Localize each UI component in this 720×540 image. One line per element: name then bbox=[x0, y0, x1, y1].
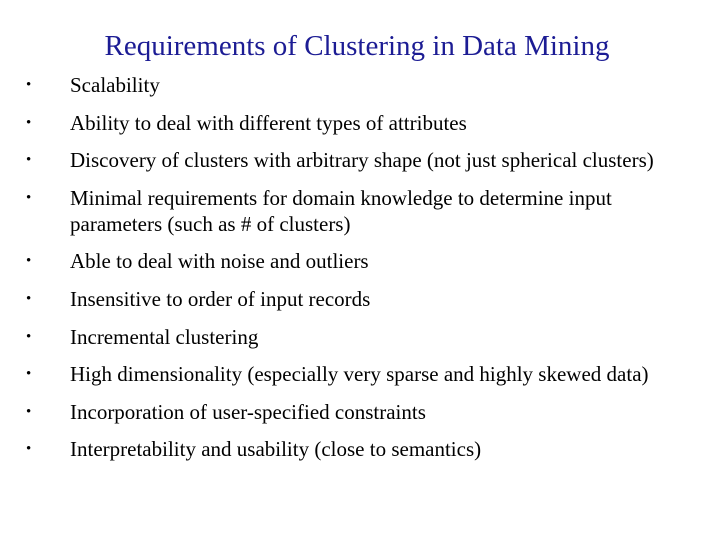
bullet-point-icon: • bbox=[26, 114, 32, 131]
bullet-item bbox=[24, 248, 684, 274]
bullet-text-interpretability: Interpretability and usability (close to semantics) bbox=[70, 437, 482, 462]
bullet-text-incremental: Incremental clustering bbox=[70, 324, 259, 349]
bullet-item bbox=[24, 110, 684, 136]
bullet-point-icon: • bbox=[26, 77, 32, 93]
bullet-point-icon: • bbox=[26, 152, 32, 169]
bullet-item bbox=[24, 324, 684, 350]
bullet-point-icon: • bbox=[26, 290, 32, 307]
bullet-point-icon: • bbox=[26, 366, 32, 383]
bullet-item bbox=[24, 436, 684, 462]
bullet-text-noise-outliers: Able to deal with noise and outliers bbox=[70, 249, 369, 274]
bullet-item bbox=[24, 147, 684, 173]
bullet-text-domain-knowledge: Minimal requirements for domain knowledge to determine input parameters (such as # of clusters) bbox=[70, 185, 612, 236]
bullet-text-constraints: Incorporation of user-specified constraints bbox=[70, 399, 426, 424]
bullet-item bbox=[24, 185, 684, 237]
bullet-text-scalability: Scalability bbox=[70, 73, 160, 97]
bullet-item bbox=[24, 399, 684, 425]
bullet-point-icon: • bbox=[26, 253, 32, 270]
bullet-item bbox=[24, 361, 684, 387]
bullet-item bbox=[24, 286, 684, 312]
bullet-text-arbitrary-shape: Discovery of clusters with arbitrary shape (not just spherical clusters) bbox=[70, 148, 654, 173]
bullet-point-icon: • bbox=[26, 189, 32, 206]
bullet-point-icon: • bbox=[26, 403, 32, 420]
bullet-point-icon: • bbox=[26, 441, 32, 458]
slide-title: Requirements of Clustering in Data Mining bbox=[104, 30, 610, 62]
bullet-text-attribute-types: Ability to deal with different types of attributes bbox=[70, 110, 467, 135]
bullet-item bbox=[24, 72, 684, 98]
bullet-text-input-order: Insensitive to order of input records bbox=[70, 286, 371, 311]
bullet-text-high-dimensionality: High dimensionality (especially very sparse and highly skewed data) bbox=[70, 362, 649, 387]
bullet-point-icon: • bbox=[26, 328, 32, 345]
bullet-list bbox=[24, 72, 684, 474]
